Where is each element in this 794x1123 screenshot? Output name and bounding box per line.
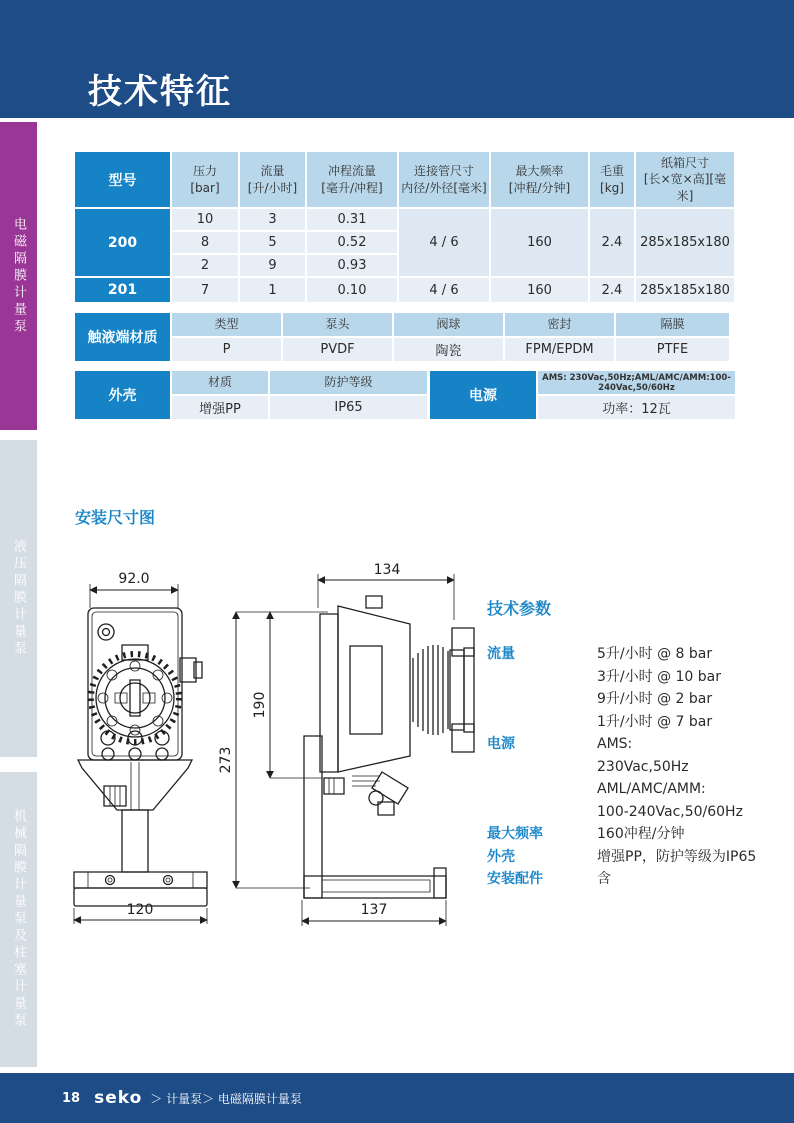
spec-header-stroke-flow — [307, 152, 397, 207]
dim-side-width: 134 — [373, 562, 401, 578]
materials-value: P — [172, 338, 281, 361]
dim-side-base: 137 — [360, 902, 388, 918]
model-cell-201: 201 — [75, 278, 170, 302]
header-line1: 流量 — [260, 164, 285, 179]
spec-cell-weight: 2.4 — [590, 209, 634, 276]
spec-cell: 0.10 — [307, 278, 397, 302]
param-value: 5升/小时 @ 8 bar — [597, 646, 713, 662]
spec-header-frequency — [491, 152, 588, 207]
install-section-title: 安装尺寸图 — [75, 508, 156, 527]
dim-side-height: 273 — [218, 746, 234, 774]
spec-cell: 2.4 — [590, 278, 634, 302]
header-line2: [kg] — [600, 180, 624, 195]
dim-side-inner-height: 190 — [252, 691, 268, 719]
housing-header: 材质 — [172, 371, 268, 394]
footer-bar — [0, 1073, 794, 1123]
materials-label: 触液端材质 — [75, 313, 170, 361]
param-label: 电源 — [487, 736, 515, 752]
spec-header-carton — [636, 152, 734, 207]
header-line1: 纸箱尺寸 — [660, 156, 709, 171]
page-number: 18 — [62, 1090, 81, 1106]
spec-cell: 0.31 — [307, 209, 397, 230]
header-line2: [bar] — [190, 180, 220, 195]
side-view-drawing — [218, 562, 474, 926]
housing-label: 外壳 — [75, 371, 170, 419]
spec-cell: 8 — [172, 232, 238, 253]
param-value: 160冲程/分钟 — [597, 826, 685, 842]
param-value: 含 — [597, 871, 611, 887]
materials-value: PVDF — [283, 338, 392, 361]
param-value: 100-240Vac,50/60Hz — [597, 803, 743, 820]
sidebar-tab-label: 电磁隔膜计量泵 — [11, 216, 26, 336]
front-view-drawing — [74, 571, 207, 924]
materials-header: 泵头 — [283, 313, 392, 336]
header-line2: [毫升/冲程] — [321, 180, 383, 195]
power-label: 电源 — [430, 371, 536, 419]
param-label: 最大频率 — [487, 826, 543, 842]
dim-front-base: 120 — [126, 902, 154, 918]
spec-header-pressure — [172, 152, 238, 207]
dim-front-width: 92.0 — [118, 571, 150, 587]
param-label — [487, 711, 597, 734]
materials-header: 类型 — [172, 313, 281, 336]
materials-value: FPM/EPDM — [505, 338, 614, 361]
materials-value: PTFE — [616, 338, 729, 361]
sidebar-tab-hydraulic-pumps[interactable] — [0, 440, 37, 757]
spec-cell: 285x185x180 — [636, 278, 734, 302]
param-label — [487, 688, 597, 711]
materials-table — [75, 313, 729, 361]
housing-header: 防护等级 — [270, 371, 427, 394]
materials-header: 阀球 — [394, 313, 503, 336]
sidebar-tab-solenoid-pumps[interactable] — [0, 122, 37, 430]
sidebar-tab-label: 机械隔膜计量泵及柱塞计量泵 — [11, 809, 26, 1030]
spec-cell: 3 — [240, 209, 305, 230]
params-list — [487, 643, 787, 891]
spec-header-pipe — [399, 152, 489, 207]
installation-dimension-drawing — [60, 550, 480, 940]
housing-value: 增强PP — [172, 396, 268, 419]
param-label: 安装配件 — [487, 871, 543, 887]
header-line2: 内径/外径[毫米] — [401, 180, 487, 195]
header-line1: 毛重 — [599, 164, 624, 179]
param-label — [487, 801, 597, 824]
power-wattage-value: 功率：12瓦 — [538, 396, 735, 419]
spec-table — [75, 152, 734, 302]
header-line1: 最大频率 — [515, 164, 564, 179]
spec-cell: 0.93 — [307, 255, 397, 276]
power-voltage-value: AMS: 230Vac,50Hz;AML/AMC/AMM:100-240Vac,50/60Hz — [538, 371, 735, 394]
params-section-title: 技术参数 — [487, 599, 552, 618]
materials-header: 密封 — [505, 313, 614, 336]
spec-cell: 9 — [240, 255, 305, 276]
spec-cell: 2 — [172, 255, 238, 276]
spec-cell-carton: 285x185x180 — [636, 209, 734, 276]
spec-cell: 160 — [491, 278, 588, 302]
header-line1: 压力 — [192, 164, 217, 179]
spec-cell-freq: 160 — [491, 209, 588, 276]
materials-value: 陶瓷 — [394, 338, 503, 361]
param-label — [487, 756, 597, 779]
spec-header-weight — [590, 152, 634, 207]
sidebar-tab-label: 液压隔膜计量泵 — [11, 539, 26, 658]
spec-header-flow — [240, 152, 305, 207]
header-line1: 连接管尺寸 — [413, 164, 474, 179]
spec-cell: 5 — [240, 232, 305, 253]
housing-value: IP65 — [270, 396, 427, 419]
spec-cell: 4 / 6 — [399, 278, 489, 302]
param-label: 外壳 — [487, 848, 515, 865]
spec-cell-pipe: 4 / 6 — [399, 209, 489, 276]
page-title: 技术特征 — [88, 72, 232, 112]
housing-table — [75, 371, 427, 419]
spec-cell: 10 — [172, 209, 238, 230]
spec-cell: 1 — [240, 278, 305, 302]
model-cell-200: 200 — [75, 209, 170, 276]
param-label: 流量 — [487, 646, 515, 662]
param-value: AML/AMC/AMM: — [597, 781, 706, 797]
param-value: AMS: — [597, 736, 633, 752]
sidebar-tab-mechanical-pumps[interactable] — [0, 772, 37, 1067]
spec-cell: 0.52 — [307, 232, 397, 253]
param-label — [487, 778, 597, 801]
header-line1: 冲程流量 — [327, 164, 376, 179]
param-value: 1升/小时 @ 7 bar — [597, 713, 713, 730]
seko-logo: seko — [94, 1088, 143, 1108]
param-value: 9升/小时 @ 2 bar — [597, 691, 713, 707]
materials-header: 隔膜 — [616, 313, 729, 336]
param-label — [487, 666, 597, 689]
spec-cell: 7 — [172, 278, 238, 302]
header-line2: [长×宽×高][毫米] — [643, 172, 727, 203]
power-table — [430, 371, 735, 419]
param-value: 3升/小时 @ 10 bar — [597, 668, 722, 685]
top-banner — [0, 0, 794, 118]
param-value: 增强PP，防护等级为IP65 — [597, 848, 757, 865]
param-value: 230Vac,50Hz — [597, 758, 689, 775]
header-line2: [升/小时] — [247, 180, 298, 195]
spec-header-model: 型号 — [75, 152, 170, 207]
header-line2: [冲程/分钟] — [508, 180, 571, 195]
breadcrumb: ＞ 计量泵＞ 电磁隔膜计量泵 — [150, 1091, 302, 1106]
